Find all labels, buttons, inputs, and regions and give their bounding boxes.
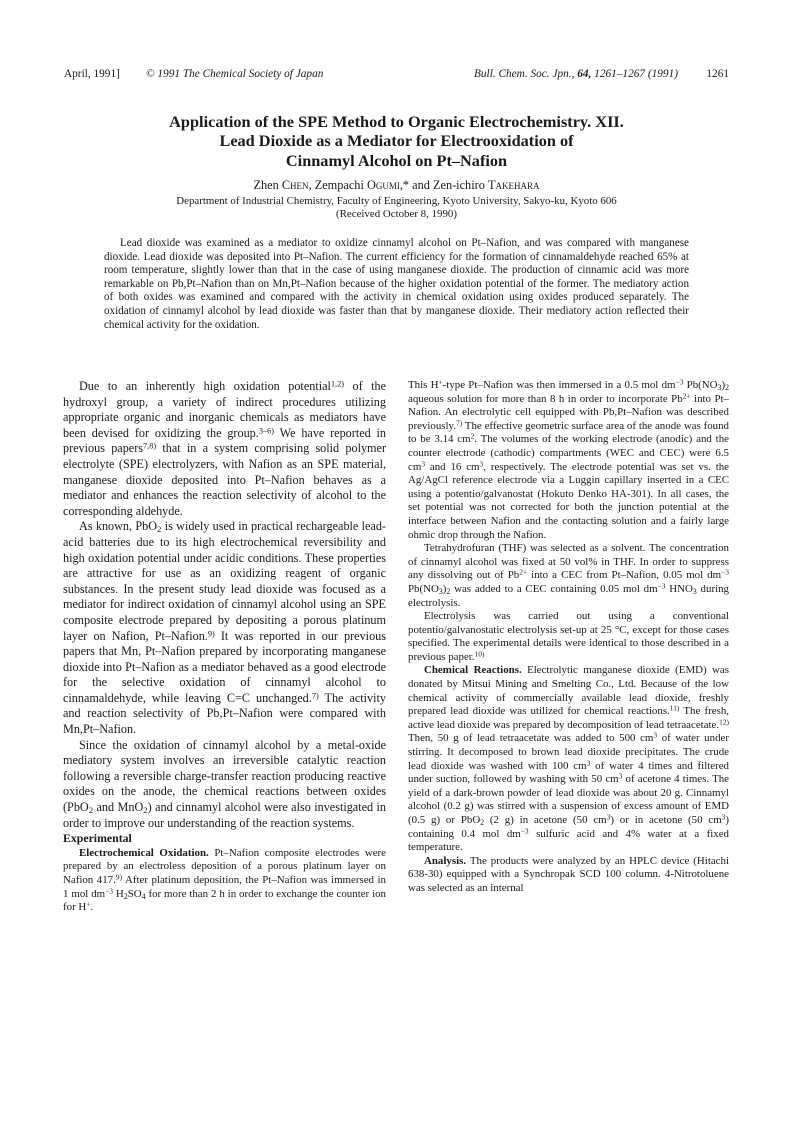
paragraph: Electrochemical Oxidation. Pt–Nafion composite electrodes were prepared by an electroless deposition of a porous platinum layer on Nafion 417.$^{9)}$ After platinum deposition, the Pt–Nafion was immersed in 1 mol $dm^{-3}$ $H_2SO_4$ for more than 2 h in order to exchange the counter ion for H+. [63,846,387,914]
journal-citation: Bull. Chem. Soc. Jpn., 64, 1261–1267 (1991) [474,68,678,80]
paragraph: Chemical Reactions. Electrolytic manganese dioxide (EMD) was donated by Mitsui Mining and Smelting Co., Ltd. Because of the low chemical activity of commercially available lead dioxide, freshly prepared lead dioxide was utilized for chemical reactions.$^{11)}$ The fresh, active lead dioxide was prepared by decomposition of lead tetraacetate.$^{12)}$ Then, 50 g of lead tetraacetate was added to 500 $cm^3$ of water under stirring. It decomposed to brown lead dioxide precipitates. The crude lead dioxide was washed with 100 $cm^3$ of water 4 times and filtered under suction, followed by washing with 50 $cm^3$ of acetone 4 times. The yield of a dark-brown powder of lead dioxide was about 20 g. Cinnamyl alcohol (0.2 g) was stirred with a suspension of excess amount of EMD (0.5 g) or PbO$_2$ (2 g) in acetone (50 $cm^3$) or in acetone (50 $cm^3$) containing 0.4 mol $dm^{-3}$ sulfuric acid and 4% water at a fixed temperature. [408,664,730,854]
received-date: (Received October 8, 1990) [336,208,457,221]
issue-date: April, 1991] [64,68,120,80]
abstract: Lead dioxide was examined as a mediator to oxidize cinnamyl alcohol on Pt–Nafion, and was compared with manganese dioxide. Lead dioxide was deposited into Pt–Nafion. The current efficiency for the formation of cinnamaldehyde reached 65% at room temperature, slightly lower than that in the case of using manganese dioxide. The production of cinnamic acid was more remarkable on Pb,Pt–Nafion than on Mn,Pt–Nafion because of the higher oxidation potential of the former. The mediatory action of both oxides was examined and compared with the activity in chemical oxidation using oxides produced separately. The oxidation of cinnamyl alcohol by lead dioxide was faster than that by manganese dioxide. Their mediatory action reflected their chemical activity for the oxidation. [104,237,689,331]
paragraph: Analysis. The products were analyzed by an HPLC device (Hitachi 638-30) equipped with a Synchropak SCD 100 column. 4-Nitrotoluene was selected as an internal [408,854,729,894]
title-line: Lead Dioxide as a Mediator for Electrooxidation of [219,131,574,151]
title-line: Application of the SPE Method to Organic Electrochemistry. XII. [169,112,624,131]
title-line: Cinnamyl Alcohol on Pt–Nafion [285,150,508,170]
paragraph: Since the oxidation of cinnamyl alcohol by a metal-oxide mediatory system involves an irreversible catalytic reaction following a reversible charge-transfer reaction producing reactive oxides on the anode, the chemical reactions between oxides (PbO$_2$ and MnO$_2$) and cinnamyl alcohol were also investigated in order to improve our understanding of the reaction systems. [63,737,386,830]
right-column [408,379,729,896]
running-header [64,68,729,84]
page-number: 1261 [706,68,729,80]
article-title [80,112,713,170]
paragraph: Due to an inherently high oxidation potential$^{1,2)}$ of the hydroxyl group, a variety of indirect procedures utilizing appropriate organic and inorganic chemicals as mediators have been devised for oxidizing the group.$^{3-6)}$ We have reported in previous papers$^{7,8)}$ that in a system comprising solid polymer electrolyte (SPE) electrolyzers, with Nafion as an SPE material, manganese dioxide deposited into Pt–Nafion behaves as a mediator and enhances the reaction selectivity of alcohol to the corresponding aldehyde. [63,379,387,518]
section-heading-experimental: Experimental [63,831,132,846]
affiliation [60,195,733,222]
paragraph: This H+-type Pt–Nafion was then immersed in a 0.5 mol $dm^{-3}$ $Pb(NO_3)_2$ aqueous solution for more than 8 h in order to incorporate $Pb^{2+}$ into Pt–Nafion. An electrolytic cell equipped with Pb,Pt–Nafion was described previously.$^{7)}$ The effective geometric surface area of the anode was found to be 3.14 $cm^2$. The volumes of the working electrode (anodic) and the counter electrode (cathodic) compartments (WEC and CEC) were 6.5 $cm^3$ and 16 $cm^3$, respectively. The electrode potential was set vs. the Ag/AgCl reference electrode via a Luggin capillary inserted in a CEC using a potentio/galvanostat (Hokuto Denko HA-301). In all cases, the set potential was not corrected for both the junction potential at the interface between Nafion and the contacting solution and a fairly large ohmic drop through the Nafion. [408,377,730,541]
paragraph: Tetrahydrofuran (THF) was selected as a solvent. The concentration of cinnamyl alcohol was fixed at 50 vol% in THF. In order to suppress any dissolving out of $Pb^{2+}$ into a CEC from Pt–Nafion, 0.05 mol $dm^{-3}$ $Pb(NO_3)_2$ was added to a CEC containing 0.05 mol $dm^{-3}$ $HNO_3$ during electrolysis. [408,542,729,609]
department-line: Department of Industrial Chemistry, Faculty of Engineering, Kyoto University, Sakyo-ku, Kyoto 606 [176,195,617,207]
author-list: Zhen Chen, Zempachi Ogumi,* and Zen-ichiro Takehara [253,178,540,192]
paragraph: As known, PbO$_2$ is widely used in practical rechargeable lead-acid batteries due to its high electrochemical reversibility and high oxidation potential under acidic conditions. These properties are attractive for use as an oxidizing reagent of organic substances. In the present study lead dioxide was focused as a mediator for indirect oxidation of cinnamyl alcohol using an SPE composite electrode prepared by depositing a porous platinum layer on Nafion, Pt–Nafion.$^{9)}$ It was reported in our previous papers that Mn, Pt–Nafion prepared by incorporating manganese dioxide into Pt–Nafion as a mediator behaved as a good electrode for the selective oxidation of cinnamyl alcohol to cinnamaldehyde, while leaving C=C unchanged.$^{7)}$ The activity and reaction selectivity of Pb,Pt–Nafion were compared with Mn,Pt–Nafion. [63,519,387,737]
left-column [63,379,386,915]
copyright-notice: © 1991 The Chemical Society of Japan [146,68,324,80]
paragraph: Electrolysis was carried out using a conventional potentio/galvanostatic electrolysis set-up at 25 °C, except for those cases specified. The experimental details were identical to those described in a previous paper.$^{10)}$ [408,610,729,663]
